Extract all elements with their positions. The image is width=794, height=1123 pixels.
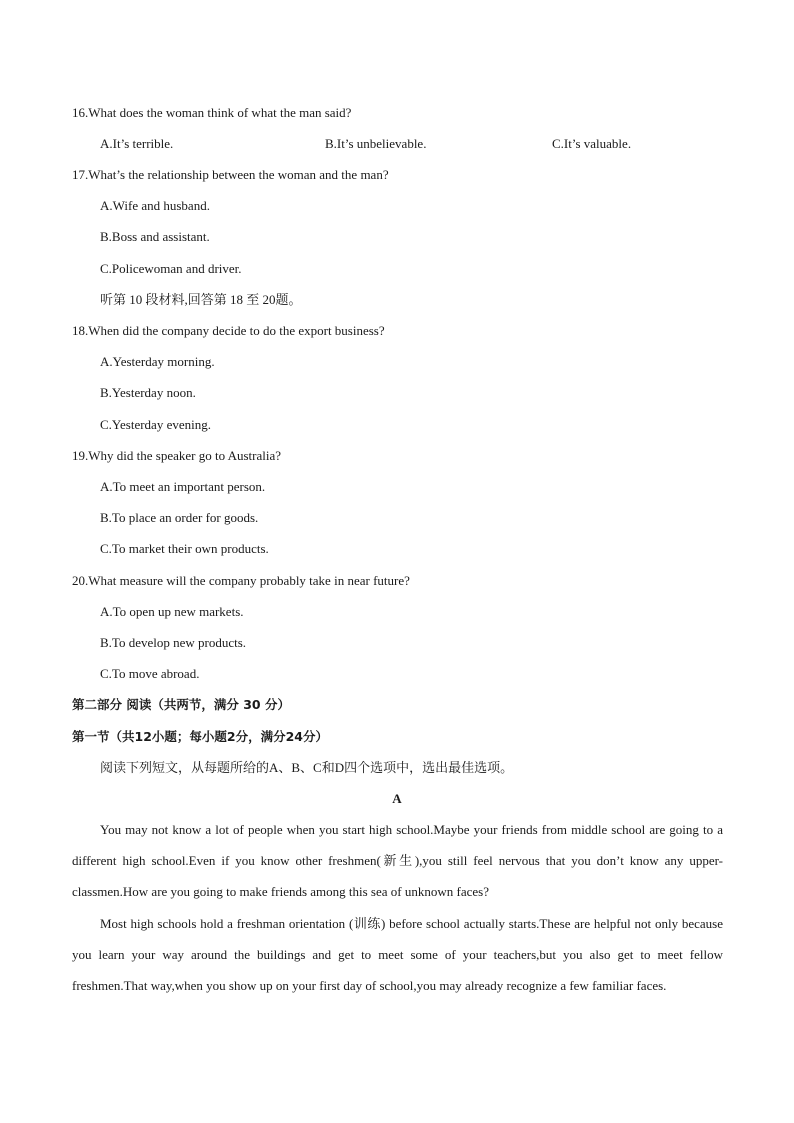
q17-option-b: B.Boss and assistant. <box>100 229 210 244</box>
q19-option-c: C.To market their own products. <box>100 541 269 556</box>
q20-option-a: A.To open up new markets. <box>100 604 244 619</box>
question-19: 19.Why did the speaker go to Australia? <box>72 448 282 463</box>
listening-instruction-10: 听第 10 段材料,回答第 18 至 20题。 <box>100 292 302 307</box>
section1-heading: 第一节（共12小题；每小题2分，满分24分） <box>72 729 328 744</box>
q18-option-c: C.Yesterday evening. <box>100 417 211 432</box>
question-17: 17.What’s the relationship between the woman and the man? <box>72 167 389 182</box>
q16-option-a: A.It’s terrible. <box>100 136 174 151</box>
q18-option-a: A.Yesterday morning. <box>100 354 215 369</box>
reading-instruction: 阅读下列短文，从每题所给的A、B、C和D四个选项中，选出最佳选项。 <box>100 760 514 775</box>
question-20: 20.What measure will the company probably take in near future? <box>72 573 410 588</box>
passage-a-label: A <box>392 791 402 806</box>
passage-a-paragraph-1: You may not know a lot of people when you start high school.Maybe your friends from middle school are going to a different high school.Even if you know other freshmen(新生),you still feel nervous that you don’t know any upper-classmen.How are you going to make friends among this sea of unknown faces? <box>72 822 723 900</box>
passage-a-paragraph-2: Most high schools hold a freshman orientation (训练) before school actually starts.These are helpful not only because you learn your way around the buildings and get to meet some of your teachers,but you also get to meet fellow freshmen.That way,when you show up on your first day of school,you may already recognize a few familiar faces. <box>72 916 723 994</box>
q20-option-b: B.To develop new products. <box>100 635 247 650</box>
q19-option-a: A.To meet an important person. <box>100 479 266 494</box>
q17-option-a: A.Wife and husband. <box>100 198 210 213</box>
q17-option-c: C.Policewoman and driver. <box>100 261 242 276</box>
q16-option-c: C.It’s valuable. <box>552 136 632 151</box>
question-18: 18.When did the company decide to do the export business? <box>72 323 385 338</box>
question-16: 16.What does the woman think of what the man said? <box>72 105 352 120</box>
q16-option-b: B.It’s unbelievable. <box>325 136 427 151</box>
part2-heading: 第二部分 阅读（共两节，满分 30 分） <box>72 697 290 712</box>
q18-option-b: B.Yesterday noon. <box>100 385 196 400</box>
q19-option-b: B.To place an order for goods. <box>100 510 259 525</box>
q20-option-c: C.To move abroad. <box>100 666 200 681</box>
